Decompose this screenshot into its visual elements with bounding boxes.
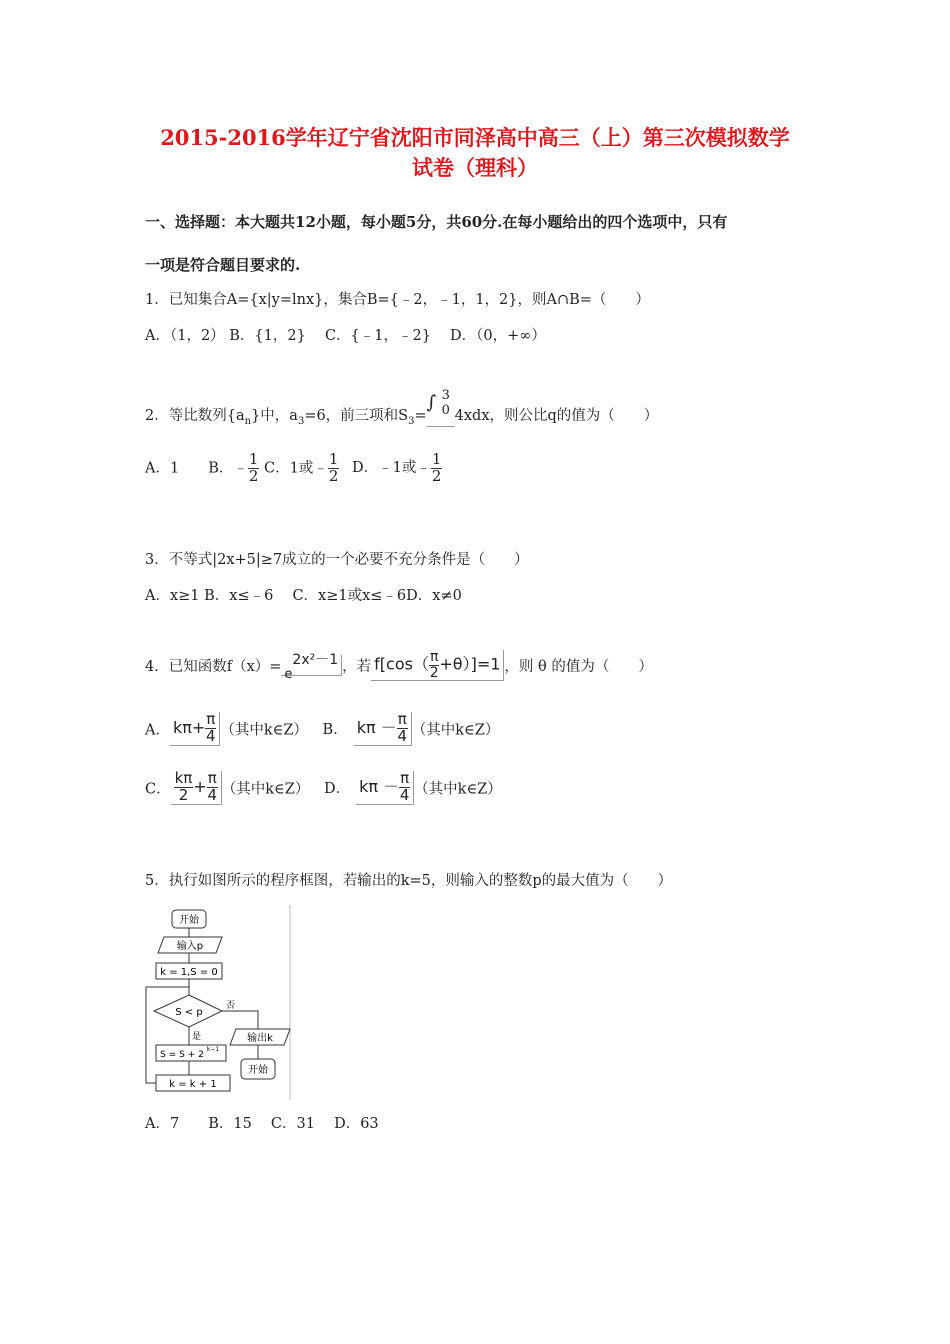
question-5-options: A．7 B．15 C．31 D．63 xyxy=(145,1116,379,1132)
question-1-options: A．（1，2） B．{1，2} C．{﹣1，﹣2} D．（0，+∞） xyxy=(145,328,546,344)
page-title-cont: 试卷（理科） xyxy=(412,155,538,180)
question-2-stem: 2．等比数列$\{a_n\}$中，$a_3=6$，前三项和$S_3=$ ∫ 3 0 4xdx，则公比q的值为（ ） xyxy=(145,387,659,427)
fraction: $\frac{1}{2}$ xyxy=(248,450,259,485)
flow-update-s-exp: k−1 xyxy=(206,1046,220,1053)
condition-formula: f[cos（ $\frac{\pi}{2}$ +θ）]=1 xyxy=(371,650,504,681)
section-heading: 一、选择题：本大题共12小题，每小题5分，共60分.在每小题给出的四个选项中，只有 xyxy=(145,213,728,231)
flow-input-label: 输入p xyxy=(176,941,204,952)
option-c-formula: $\frac{k\pi}{2}$ + $\frac{\pi}{4}$ xyxy=(171,771,222,805)
flow-no-label: 否 xyxy=(226,1001,236,1011)
question-2-options: A．1 B．﹣ $\frac{1}{2}$ C．1或﹣ $\frac{1}{2}$ D．﹣1或﹣ $\frac{1}{2}$ xyxy=(145,450,442,485)
question-4-stem: 4．已知函数f（x）= $_e$2x²－1 ，若 f[cos（ $\frac{\pi}{2}$ +θ）]=1 ，则 θ 的值为（ ） xyxy=(145,649,653,683)
option-b-formula: kπ － $\frac{\pi}{4}$ xyxy=(354,712,412,746)
page-title: 2015-2016学年辽宁省沈阳市同泽高中高三（上）第三次模拟数学 xyxy=(160,125,790,150)
question-5-stem: 5．执行如图所示的程序框图，若输出的k=5，则输入的整数p的最大值为（ ） xyxy=(145,873,673,889)
flow-update-s-label: S = S + 2 xyxy=(160,1050,204,1060)
flow-decision-label: S < p xyxy=(175,1007,203,1018)
exp-formula: $_e$2x²－1 xyxy=(281,655,342,676)
question-3-options: A．x≥1 B．x≤﹣6 C．x≥1或x≤﹣6D．x≠0 xyxy=(145,588,462,604)
flow-update-k-label: k = k + 1 xyxy=(169,1079,217,1090)
question-3-stem: 3．不等式|2x+5|≥7成立的一个必要不充分条件是（ ） xyxy=(145,552,529,568)
flow-yes-label: 是 xyxy=(192,1032,202,1042)
question-4-options-ab: A． kπ+ $\frac{\pi}{4}$ （其中k∈Z） B． kπ － $\frac{\pi}{4}$ （其中k∈Z） xyxy=(145,710,500,745)
flow-output-label: 输出k xyxy=(247,1033,273,1044)
question-4-options-cd: C． $\frac{k\pi}{2}$ + $\frac{\pi}{4}$ （其中k∈Z） D． kπ － $\frac{\pi}{4}$ （其中k∈Z） xyxy=(145,769,502,804)
integral: ∫ 3 0 xyxy=(427,406,455,427)
fraction: $\frac{1}{2}$ xyxy=(328,450,339,485)
option-d-formula: kπ － $\frac{\pi}{4}$ xyxy=(356,771,414,805)
flow-start-label: 开始 xyxy=(179,915,199,926)
question-1-stem: 1．已知集合A={x|y=lnx}，集合B={﹣2，﹣1，1，2}，则A∩B=（ ） xyxy=(145,292,650,308)
section-heading-cont: 一项是符合题目要求的. xyxy=(145,256,301,274)
flowchart xyxy=(140,905,300,1100)
option-a-formula: kπ+ $\frac{\pi}{4}$ xyxy=(170,712,220,746)
flow-init-label: k = 1,S = 0 xyxy=(160,967,218,978)
flow-end-label: 开始 xyxy=(248,1065,268,1076)
fraction: $\frac{1}{2}$ xyxy=(431,450,442,485)
